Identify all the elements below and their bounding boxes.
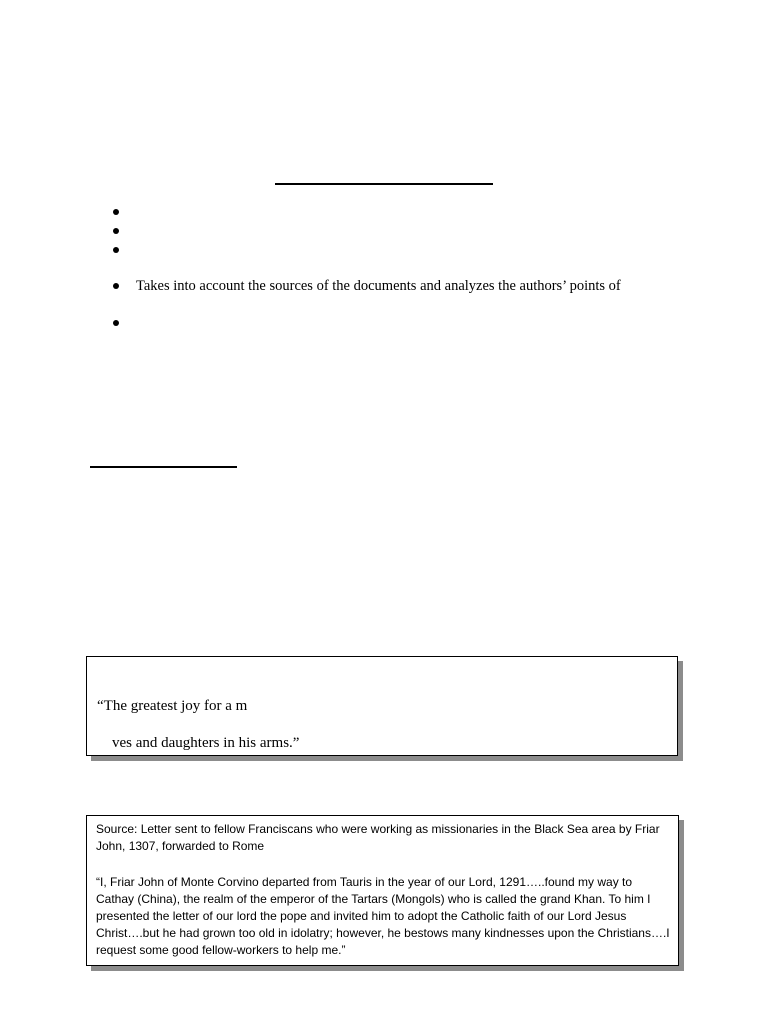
bullet-dot-icon [113, 320, 119, 326]
document-source-text: Source: Letter sent to fellow Franciscans who were working as missionaries in the Black Sea area by Friar John, 1307, forwarded to Rome [96, 822, 660, 853]
title-underline [275, 183, 493, 185]
quote-line: ves and daughters in his arms.” [112, 735, 300, 751]
bullet-dot-icon [113, 283, 119, 289]
section-underline [90, 466, 237, 468]
bullet-dot-icon [113, 228, 119, 234]
quote-document-box [86, 656, 678, 756]
letter-document-box [86, 815, 679, 966]
quote-line: “The greatest joy for a m [97, 698, 248, 714]
document-quote-text: “I, Friar John of Monte Corvino departed from Tauris in the year of our Lord, 1291…..found my way to Cathay (China), the realm of the emperor of the Tartars (Mongols) who is called the grand Khan. To him I presented the letter of our lord the pope and invited him to adopt the Catholic faith of our Lord Jesus Christ….but he had grown too old in idolatry; however, he bestows many kindnesses upon the Christians….I request some good fellow-workers to help me.” [96, 875, 670, 957]
bullet-dot-icon [113, 209, 119, 215]
rubric-bullet-text: Takes into account the sources of the documents and analyzes the authors’ points of [136, 278, 621, 294]
bullet-dot-icon [113, 247, 119, 253]
